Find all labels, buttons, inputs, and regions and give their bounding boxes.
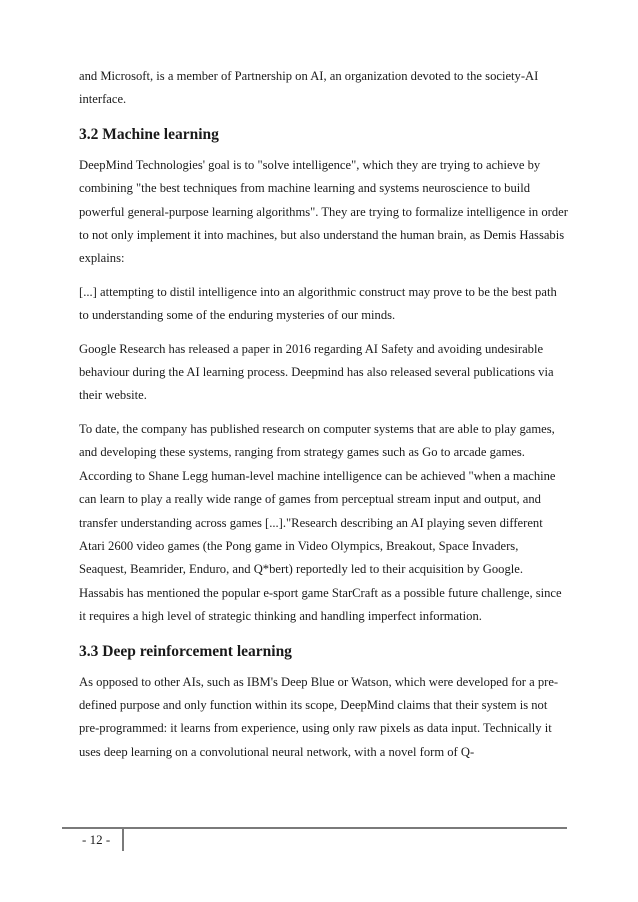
paragraph-quote: [...] attempting to distil intelligence into an algorithmic construct may prove to be the best path to understanding some of the enduring mysteries of our minds.	[79, 284, 557, 323]
heading-machine-learning: 3.2 Machine learning	[79, 125, 219, 143]
heading-deep-reinforcement-learning: 3.3 Deep reinforcement learning	[79, 642, 292, 660]
page-number: - 12 -	[82, 832, 111, 847]
paragraph-other-ais: As opposed to other AIs, such as IBM's Deep Blue or Watson, which were developed for a pre-defined purpose and only function within its scope, DeepMind claims that their system is not pre-programmed: it learns from experience, using only raw pixels as data input. Technically it uses deep learning on a convolutional neural network, with a novel form of Q-	[79, 674, 559, 759]
footer-rule	[62, 827, 567, 829]
paragraph-partnership: and Microsoft, is a member of Partnership on AI, an organization devoted to the society-AI interface.	[79, 69, 539, 107]
paragraph-google-research: Google Research has released a paper in 2016 regarding AI Safety and avoiding undesirable behaviour during the AI learning process. Deepmind has also released several publications via their website.	[79, 341, 554, 403]
paragraph-deepmind-goal: DeepMind Technologies' goal is to "solve intelligence", which they are trying to achieve by combining "the best techniques from machine learning and systems neuroscience to build powerful general-purpose learning algorithms". They are trying to formalize intelligence in order to not only implement it into machines, but also understand the human brain, as Demis Hassabis explains:	[79, 157, 568, 266]
paragraph-games-research: To date, the company has published research on computer systems that are able to play games, and developing these systems, ranging from strategy games such as Go to arcade games. According to Shane Legg human-level machine intelligence can be achieved "when a machine can learn to play a really wide range of games from perceptual stream input and output, and transfer understanding across games [...]."Research describing an AI playing seven different Atari 2600 video games (the Pong game in Video Olympics, Breakout, Space Invaders, Seaquest, Beamrider, Enduro, and Q*bert) reportedly led to their acquisition by Google. Hassabis has mentioned the popular e-sport game StarCraft as a possible future challenge, since it requires a high level of strategic thinking and handling imperfect information.	[79, 421, 562, 624]
footer-divider	[122, 829, 124, 851]
page-body	[79, 65, 569, 774]
